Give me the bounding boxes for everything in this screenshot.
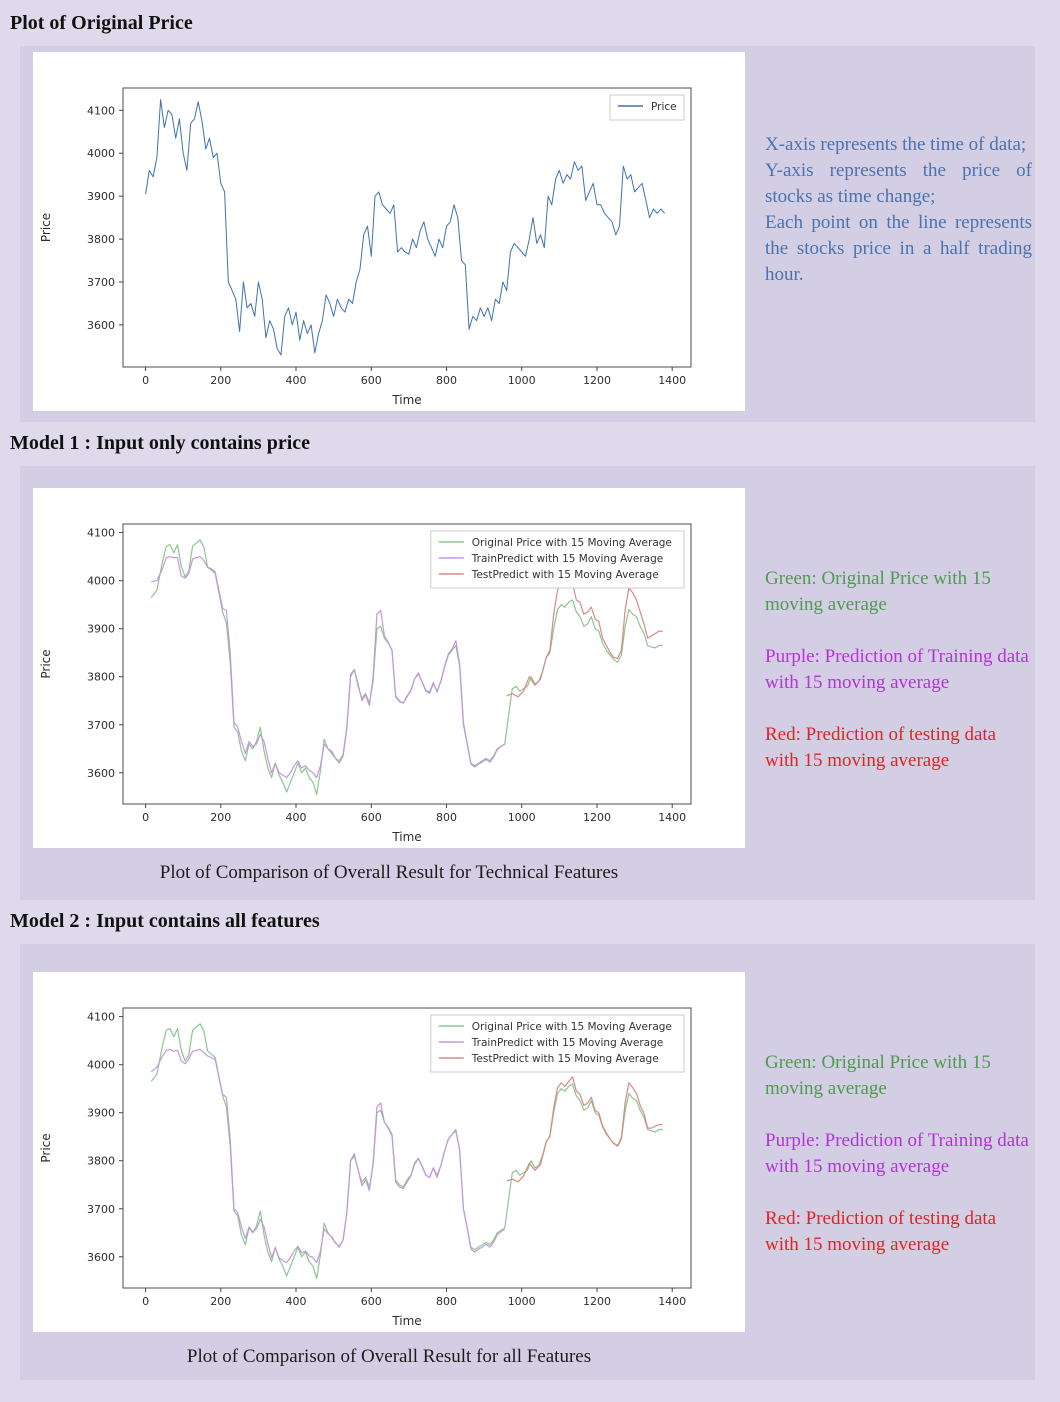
svg-text:600: 600 <box>360 374 382 387</box>
svg-text:4000: 4000 <box>87 574 115 588</box>
panel-row <box>33 488 1035 848</box>
legend-note-purple: Purple: Prediction of Training data with 15 moving average <box>765 1130 1029 1177</box>
annotation-line-y-axis: Y-axis represents the price of stocks as time change; <box>765 160 1032 207</box>
svg-text:3600: 3600 <box>87 318 115 332</box>
legend-note-red: Red: Prediction of testing data with 15 moving average <box>765 1208 997 1255</box>
svg-text:Time: Time <box>392 393 422 407</box>
section-heading-model-1: Model 1 : Input only contains price <box>10 432 311 454</box>
svg-text:400: 400 <box>285 374 307 387</box>
svg-text:TestPredict with 15 Moving Ave: TestPredict with 15 Moving Average <box>471 569 659 581</box>
svg-text:200: 200 <box>210 1295 232 1308</box>
legend-note-red: Red: Prediction of testing data with 15 moving average <box>765 724 997 771</box>
svg-text:0: 0 <box>142 1295 150 1308</box>
svg-text:3900: 3900 <box>87 190 115 204</box>
model-1-legend-notes <box>765 566 1032 800</box>
svg-text:200: 200 <box>210 374 232 387</box>
model-2-legend-notes <box>765 1050 1032 1284</box>
svg-text:Time: Time <box>392 830 422 844</box>
svg-text:4100: 4100 <box>87 104 115 118</box>
svg-text:Original Price with 15 Moving: Original Price with 15 Moving Average <box>471 537 672 549</box>
svg-text:600: 600 <box>360 811 382 824</box>
svg-text:3900: 3900 <box>87 1106 115 1120</box>
svg-text:Price: Price <box>39 212 53 243</box>
model-1-comparison-chart <box>33 488 745 848</box>
svg-text:3600: 3600 <box>87 766 115 780</box>
svg-text:1000: 1000 <box>507 811 536 824</box>
svg-text:4100: 4100 <box>87 1010 115 1024</box>
svg-text:3700: 3700 <box>87 1202 115 1216</box>
svg-text:1200: 1200 <box>583 1295 611 1308</box>
svg-text:400: 400 <box>285 811 307 824</box>
svg-text:600: 600 <box>360 1295 382 1308</box>
model-2-panel <box>20 944 1035 1380</box>
legend-note-green: Green: Original Price with 15 moving average <box>765 568 991 615</box>
axis-annotation <box>765 132 1032 288</box>
svg-text:1400: 1400 <box>658 1295 687 1308</box>
annotation-line-x-axis: X-axis represents the time of data; <box>765 134 1027 155</box>
svg-text:0: 0 <box>142 374 150 387</box>
svg-text:Price: Price <box>39 1133 53 1163</box>
svg-text:1000: 1000 <box>507 374 536 387</box>
model-1-chart-caption: Plot of Comparison of Overall Result for Technical Features <box>159 862 619 883</box>
svg-text:400: 400 <box>285 1295 307 1308</box>
svg-text:3800: 3800 <box>87 233 115 247</box>
section-heading-model-2: Model 2 : Input contains all features <box>10 910 320 932</box>
panel-row <box>33 972 1035 1332</box>
model-2-chart-caption: Plot of Comparison of Overall Result for all Features <box>186 1346 592 1367</box>
svg-text:TrainPredict with 15 Moving Av: TrainPredict with 15 Moving Average <box>471 1037 664 1049</box>
svg-text:800: 800 <box>436 1295 457 1308</box>
svg-text:0: 0 <box>142 811 150 824</box>
svg-text:4000: 4000 <box>87 147 115 161</box>
original-price-chart <box>33 52 745 411</box>
panel-row <box>33 52 1035 411</box>
model-2-comparison-chart <box>33 972 745 1332</box>
svg-text:Price: Price <box>39 649 53 679</box>
svg-text:800: 800 <box>436 374 457 387</box>
svg-text:3700: 3700 <box>87 718 115 732</box>
svg-text:1000: 1000 <box>507 1295 536 1308</box>
svg-text:4000: 4000 <box>87 1058 115 1072</box>
legend-note-green: Green: Original Price with 15 moving average <box>765 1052 991 1099</box>
svg-text:TestPredict with 15 Moving Ave: TestPredict with 15 Moving Average <box>471 1053 659 1065</box>
svg-text:3600: 3600 <box>87 1250 115 1264</box>
original-price-panel <box>20 46 1035 422</box>
svg-text:Time: Time <box>392 1314 422 1328</box>
legend-note-purple: Purple: Prediction of Training data with 15 moving average <box>765 646 1029 693</box>
svg-text:3900: 3900 <box>87 622 115 636</box>
model-1-panel <box>20 466 1035 900</box>
svg-text:TrainPredict with 15 Moving Av: TrainPredict with 15 Moving Average <box>471 553 664 565</box>
svg-text:1400: 1400 <box>658 374 687 387</box>
svg-text:3800: 3800 <box>87 670 115 684</box>
svg-text:1200: 1200 <box>583 811 611 824</box>
svg-text:Original Price with 15 Moving: Original Price with 15 Moving Average <box>471 1021 672 1033</box>
svg-text:Price: Price <box>651 101 677 113</box>
svg-text:1400: 1400 <box>658 811 687 824</box>
annotation-line-points: Each point on the line represents the stocks price in a half trading hour. <box>765 212 1032 285</box>
svg-text:800: 800 <box>436 811 457 824</box>
svg-text:1200: 1200 <box>583 374 611 387</box>
section-heading-original-price: Plot of Original Price <box>10 12 193 34</box>
svg-text:3700: 3700 <box>87 276 115 289</box>
svg-text:200: 200 <box>210 811 232 824</box>
svg-text:4100: 4100 <box>87 526 115 540</box>
svg-text:3800: 3800 <box>87 1154 115 1168</box>
